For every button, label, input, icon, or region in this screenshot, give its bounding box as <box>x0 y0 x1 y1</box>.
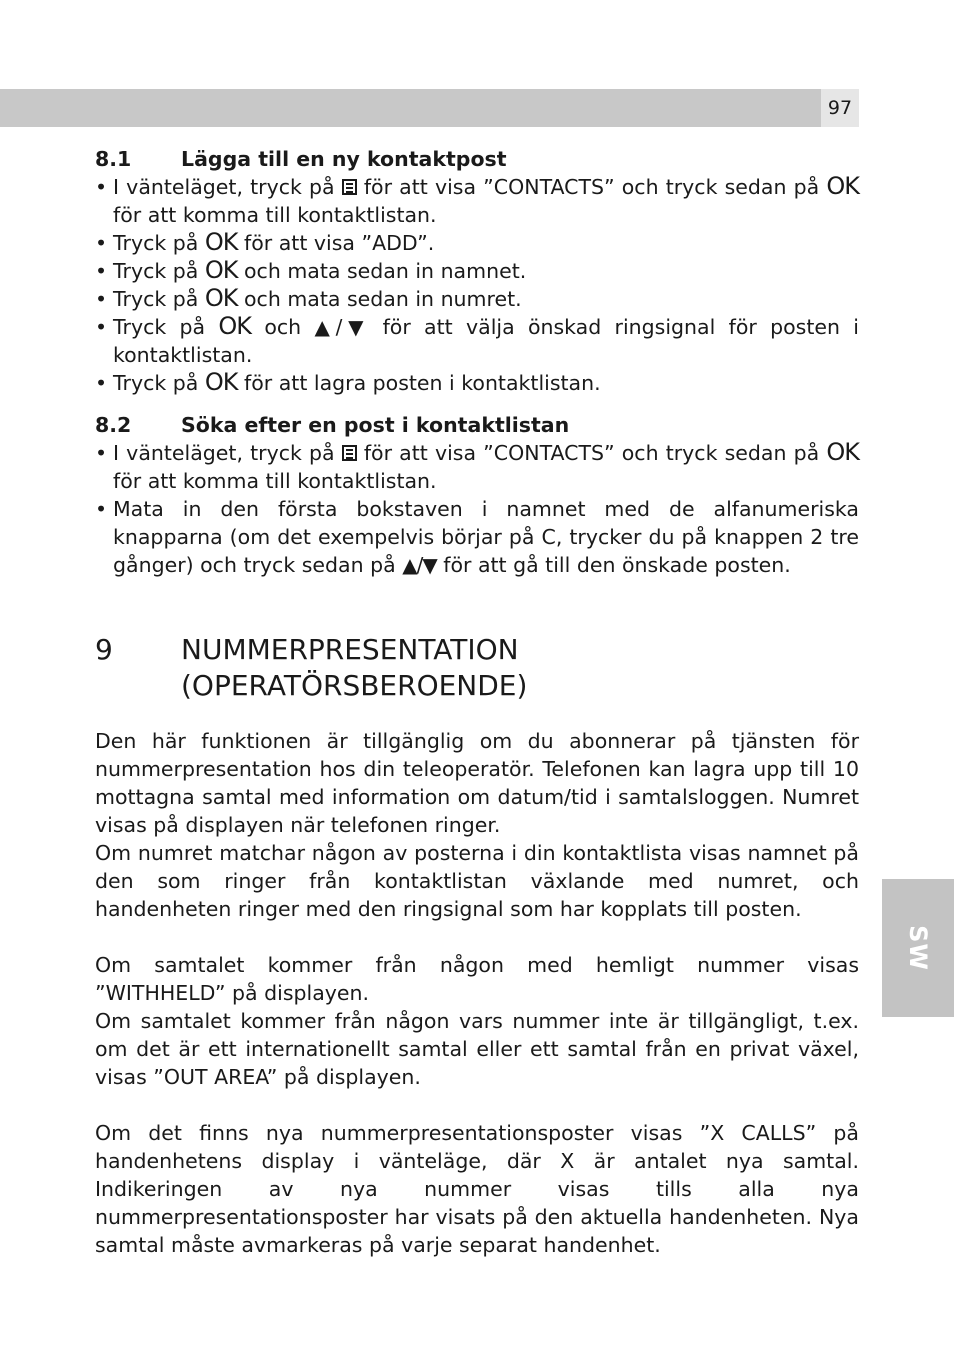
bullet-text: Mata in den första bokstaven i namnet med de alfanumeriska knapparna (om det exempelvis börjar på C, trycker du på knappen 2 tre gånger) och tryck sedan på <box>113 497 859 577</box>
chapter-heading-9 <box>95 632 859 704</box>
section-title: Lägga till en ny kontaktpost <box>181 147 507 171</box>
language-tab <box>882 879 954 1017</box>
chapter-title-line: (OPERATÖRSBEROENDE) <box>181 669 528 702</box>
bullet-list-8-2 <box>95 439 859 579</box>
paragraph: Den här funktionen är tillgänglig om du abonnerar på tjänsten för nummerpresentation hos din teleoperatör. Telefonen kan lagra upp till 10 mottagna samtal med information om datum/tid i samtalsloggen. Numret visas på displayen när telefonen ringer. <box>95 729 859 838</box>
bullet-text: för att välja önskad ringsignal för posten i kontaktlistan. <box>113 315 859 367</box>
list-item <box>95 229 859 257</box>
paragraph: Om samtalet kommer från någon vars nummer inte är tillgängligt, t.ex. om det är ett internationellt samtal eller ett samtal från en privat växel, visas ”OUT AREA” på displayen. <box>95 1009 859 1090</box>
menu-key-icon <box>342 445 357 461</box>
chapter-number: 9 <box>95 633 113 666</box>
bullet-text: för att visa ”CONTACTS” och tryck sedan på <box>363 441 820 465</box>
bullet-text: för att gå till den önskade posten. <box>443 553 791 577</box>
list-item <box>95 285 859 313</box>
list-item <box>95 495 859 579</box>
bullet-text: Tryck på <box>113 259 199 283</box>
list-item <box>95 439 859 495</box>
language-tab-label: SW <box>904 925 932 971</box>
bullet-text: för att visa ”ADD”. <box>244 231 435 255</box>
bullet-text: Tryck på <box>113 287 199 311</box>
section-heading-8-1 <box>95 145 859 173</box>
up-down-arrow-icon: ▲/▼ <box>402 553 437 577</box>
header-bar <box>0 89 821 127</box>
bullet-text: och mata sedan in namnet. <box>244 259 527 283</box>
page-content <box>95 145 859 1259</box>
menu-key-icon <box>342 179 357 195</box>
bullet-text: och <box>264 315 302 339</box>
section-number: 8.2 <box>95 413 132 437</box>
ok-key-icon: OK <box>204 368 238 396</box>
section-number: 8.1 <box>95 147 132 171</box>
chapter-title <box>181 632 527 704</box>
bullet-text: och mata sedan in numret. <box>244 287 522 311</box>
bullet-text: I vänteläget, tryck på <box>113 441 335 465</box>
list-item <box>95 257 859 285</box>
ok-key-icon: OK <box>204 256 238 284</box>
ok-key-icon: OK <box>204 228 238 256</box>
list-item <box>95 369 859 397</box>
bullet-text: I vänteläget, tryck på <box>113 175 335 199</box>
bullet-text: Tryck på <box>113 315 206 339</box>
paragraph: Om samtalet kommer från någon med hemligt nummer visas ”WITHHELD” på displayen. <box>95 953 859 1006</box>
paragraph: Om numret matchar någon av posterna i din kontaktlista visas namnet på den som ringer från kontaktlistan växlande med numret, och handenheten ringer med den ringsignal som har kopplats till posten. <box>95 841 859 922</box>
list-item <box>95 173 859 229</box>
bullet-text: Tryck på <box>113 231 199 255</box>
ok-key-icon: OK <box>826 172 859 200</box>
ok-key-icon: OK <box>218 312 252 340</box>
page-number: 97 <box>821 89 859 127</box>
up-down-arrow-icon: ▲/▼ <box>314 315 370 339</box>
list-item <box>95 313 859 369</box>
ok-key-icon: OK <box>826 438 859 466</box>
chapter-body <box>95 727 859 1259</box>
bullet-text: för att komma till kontaktlistan. <box>113 469 437 493</box>
section-title: Söka efter en post i kontaktlistan <box>181 413 570 437</box>
ok-key-icon: OK <box>204 284 238 312</box>
bullet-text: för att lagra posten i kontaktlistan. <box>244 371 601 395</box>
bullet-list-8-1 <box>95 173 859 397</box>
bullet-text: för att komma till kontaktlistan. <box>113 203 437 227</box>
bullet-text: för att visa ”CONTACTS” och tryck sedan på <box>363 175 820 199</box>
bullet-text: Tryck på <box>113 371 199 395</box>
section-heading-8-2 <box>95 411 859 439</box>
paragraph: Om det finns nya nummerpresentationsposter visas ”X CALLS” på handenhetens display i vänteläge, där X är antalet nya samtal. Indikeringen av nya nummer visas tills alla nya nummerpresentationsposter har visats på den aktuella handenheten. Nya samtal måste avmarkeras på varje separat handenhet. <box>95 1121 859 1258</box>
chapter-title-line: NUMMERPRESENTATION <box>181 633 519 666</box>
